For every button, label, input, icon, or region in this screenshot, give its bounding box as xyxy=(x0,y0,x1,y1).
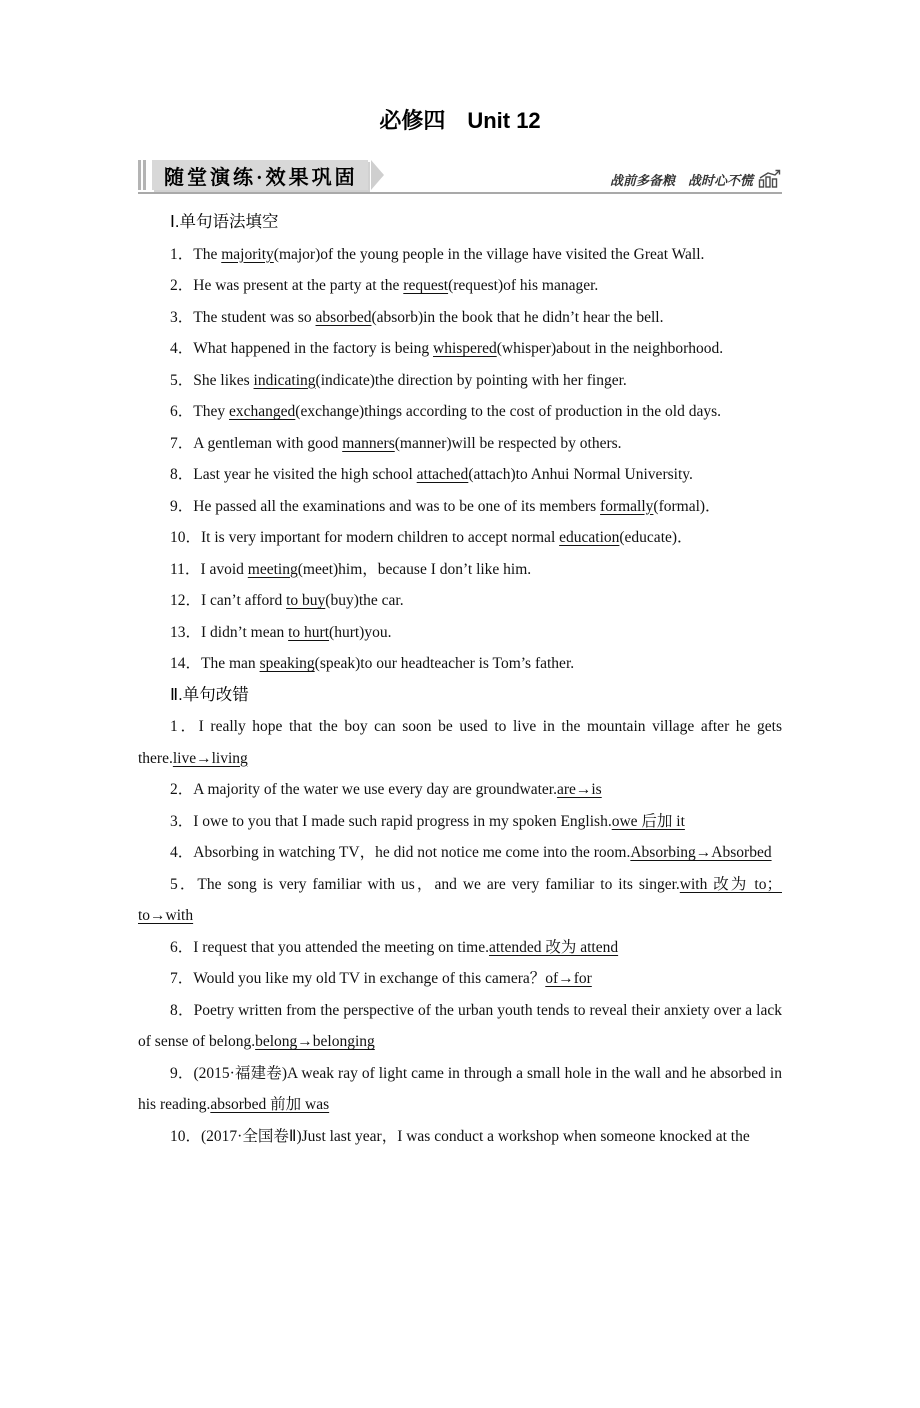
item-text: He was present at the party at the xyxy=(193,277,404,294)
divider-line xyxy=(138,192,782,194)
item-text: I avoid xyxy=(200,560,248,578)
item-number: 5． xyxy=(170,371,194,389)
item-number: 5． xyxy=(170,875,198,893)
item-number: 9． xyxy=(170,497,194,515)
item-text: (meet)him，because I don’t like him. xyxy=(297,560,532,578)
banner-arrow-icon xyxy=(371,160,384,190)
answer-underlined: exchanged xyxy=(229,403,296,420)
exercise-item xyxy=(138,491,782,523)
item-text: Poetry written from the perspective of the urban youth tends to reveal their anxiety over a lack of sense of belong. xyxy=(138,1001,782,1050)
item-text: (exchange)things according to the cost of production in the old days. xyxy=(295,403,721,420)
item-text: They xyxy=(193,403,229,420)
item-number: 14． xyxy=(170,655,202,672)
item-number: 9． xyxy=(170,1064,194,1082)
answer-underlined: Absorbing→Absorbed xyxy=(630,844,772,861)
item-text: (attach)to Anhui Normal University. xyxy=(468,466,693,483)
exercise-item xyxy=(138,365,782,397)
item-number: 4． xyxy=(170,844,194,861)
item-number: 4． xyxy=(170,340,194,357)
item-text: Would you like my old TV in exchange of this camera？ xyxy=(193,970,546,987)
exercise-item xyxy=(138,239,782,271)
item-number: 3． xyxy=(170,308,194,326)
item-text: He passed all the examinations and was to be one of its members xyxy=(193,497,601,515)
item-number: 2． xyxy=(170,781,194,798)
item-text: The xyxy=(193,245,222,263)
exercise-item xyxy=(138,396,782,428)
exercise-item xyxy=(138,995,782,1058)
item-text: (2017·全国卷Ⅱ)Just last year，I was conduct a workshop when someone knocked at the xyxy=(201,1127,750,1145)
section xyxy=(138,680,782,1153)
item-number: 3． xyxy=(170,812,194,830)
exercise-item xyxy=(138,869,782,932)
answer-underlined: manners xyxy=(342,434,395,452)
banner-label: 随堂演练·效果巩固 xyxy=(164,166,358,189)
answer-underlined: belong→belonging xyxy=(255,1033,375,1050)
answer-underlined: whispered xyxy=(433,340,497,357)
slogan-text: 战前多备粮 战时心不慌 xyxy=(609,173,753,188)
item-text: (hurt)you. xyxy=(329,623,392,641)
answer-underlined: speaking xyxy=(259,655,315,672)
section-heading: Ⅰ.单句语法填空 xyxy=(170,213,279,231)
answer-underlined: formally xyxy=(600,497,654,515)
banner-box xyxy=(152,160,368,190)
answer-underlined: attached xyxy=(416,466,469,483)
exercise-item xyxy=(138,522,782,554)
item-number: 10． xyxy=(170,1127,202,1145)
item-text: (2015·福建卷)A weak ray of light came in through a small hole in the wall and he absorbed in his reading. xyxy=(138,1064,782,1113)
item-number: 10． xyxy=(170,529,202,546)
exercise-item xyxy=(138,617,782,649)
item-number: 6． xyxy=(170,403,194,420)
item-number: 8． xyxy=(170,466,194,483)
exercise-content xyxy=(138,207,782,1152)
answer-underlined: to buy xyxy=(286,592,326,609)
exercise-item xyxy=(138,774,782,806)
item-number: 2． xyxy=(170,277,194,294)
item-text: I request that you attended the meeting on time. xyxy=(193,938,489,956)
answer-underlined: request xyxy=(403,277,449,294)
item-text: (whisper)about in the neighborhood. xyxy=(496,340,724,357)
exercise-item xyxy=(138,711,782,774)
exercise-item xyxy=(138,932,782,964)
item-text: (formal)． xyxy=(653,497,721,515)
answer-underlined: owe 后加 it xyxy=(611,812,685,830)
item-number: 1． xyxy=(170,718,199,735)
answer-underlined: with 改为 to；to→with xyxy=(138,875,782,924)
item-text: (educate)． xyxy=(619,529,693,546)
banner-accent-bars xyxy=(138,160,148,190)
banner-slogan xyxy=(610,160,782,190)
answer-underlined: meeting xyxy=(247,560,298,578)
exercise-item xyxy=(138,333,782,365)
item-number: 1． xyxy=(170,245,194,263)
item-text: I owe to you that I made such rapid progress in my spoken English. xyxy=(193,812,612,830)
item-number: 6． xyxy=(170,938,194,956)
item-number: 13． xyxy=(170,623,202,641)
section xyxy=(138,207,782,680)
answer-underlined: absorbed xyxy=(315,308,372,326)
item-text: (speak)to our headteacher is Tom’s father. xyxy=(314,655,575,672)
answer-underlined: to hurt xyxy=(288,623,330,641)
item-text: It is very important for modern children to accept normal xyxy=(201,529,560,546)
section-heading: Ⅱ.单句改错 xyxy=(170,685,249,704)
exercise-item xyxy=(138,1058,782,1121)
page-title: 必修四 Unit 12 xyxy=(379,108,541,133)
item-text: I can’t afford xyxy=(201,592,287,609)
item-text: The song is very familiar with us，and we are very familiar to its singer. xyxy=(197,875,680,893)
item-number: 7． xyxy=(170,970,194,987)
item-text: She likes xyxy=(193,371,254,389)
exercise-item xyxy=(138,648,782,680)
exercise-item xyxy=(138,585,782,617)
growth-chart-icon xyxy=(758,169,782,188)
answer-underlined: attended 改为 attend xyxy=(488,938,619,956)
item-text: (absorb)in the book that he didn’t hear the bell. xyxy=(371,308,664,326)
item-text: (buy)the car. xyxy=(325,592,404,609)
answer-underlined: absorbed 前加 was xyxy=(210,1096,330,1113)
item-text: I didn’t mean xyxy=(201,623,289,641)
exercise-item xyxy=(138,428,782,460)
section-banner xyxy=(138,160,782,190)
item-text: (request)of his manager. xyxy=(448,277,599,294)
exercise-item xyxy=(138,963,782,995)
answer-underlined: live→living xyxy=(172,749,248,767)
item-number: 12． xyxy=(170,592,202,609)
item-text: A majority of the water we use every day are groundwater. xyxy=(193,781,557,798)
item-number: 11． xyxy=(170,560,201,578)
item-text: Last year he visited the high school xyxy=(193,466,417,483)
item-text: (indicate)the direction by pointing with her finger. xyxy=(315,371,627,389)
answer-underlined: education xyxy=(559,529,620,546)
item-text: I really hope that the boy can soon be used to live in the mountain village after he gets there. xyxy=(138,718,782,767)
answer-underlined: majority xyxy=(221,245,274,263)
exercise-item xyxy=(138,554,782,586)
exercise-item xyxy=(138,302,782,334)
exercise-item xyxy=(138,270,782,302)
item-text: (major)of the young people in the village have visited the Great Wall. xyxy=(273,245,705,263)
item-text: (manner)will be respected by others. xyxy=(394,434,622,452)
exercise-item xyxy=(138,459,782,491)
item-text: Absorbing in watching TV，he did not notice me come into the room. xyxy=(193,844,631,861)
worksheet-page xyxy=(0,106,920,1152)
answer-underlined: are→is xyxy=(556,781,602,798)
answer-underlined: indicating xyxy=(253,371,316,389)
item-number: 8． xyxy=(170,1001,194,1019)
item-text: A gentleman with good xyxy=(193,434,343,452)
item-text: What happened in the factory is being xyxy=(193,340,434,357)
item-number: 7． xyxy=(170,434,194,452)
exercise-item xyxy=(138,837,782,869)
item-text: The student was so xyxy=(193,308,316,326)
answer-underlined: of→for xyxy=(545,970,592,987)
exercise-item xyxy=(138,1121,782,1153)
exercise-item xyxy=(138,806,782,838)
item-text: The man xyxy=(201,655,260,672)
